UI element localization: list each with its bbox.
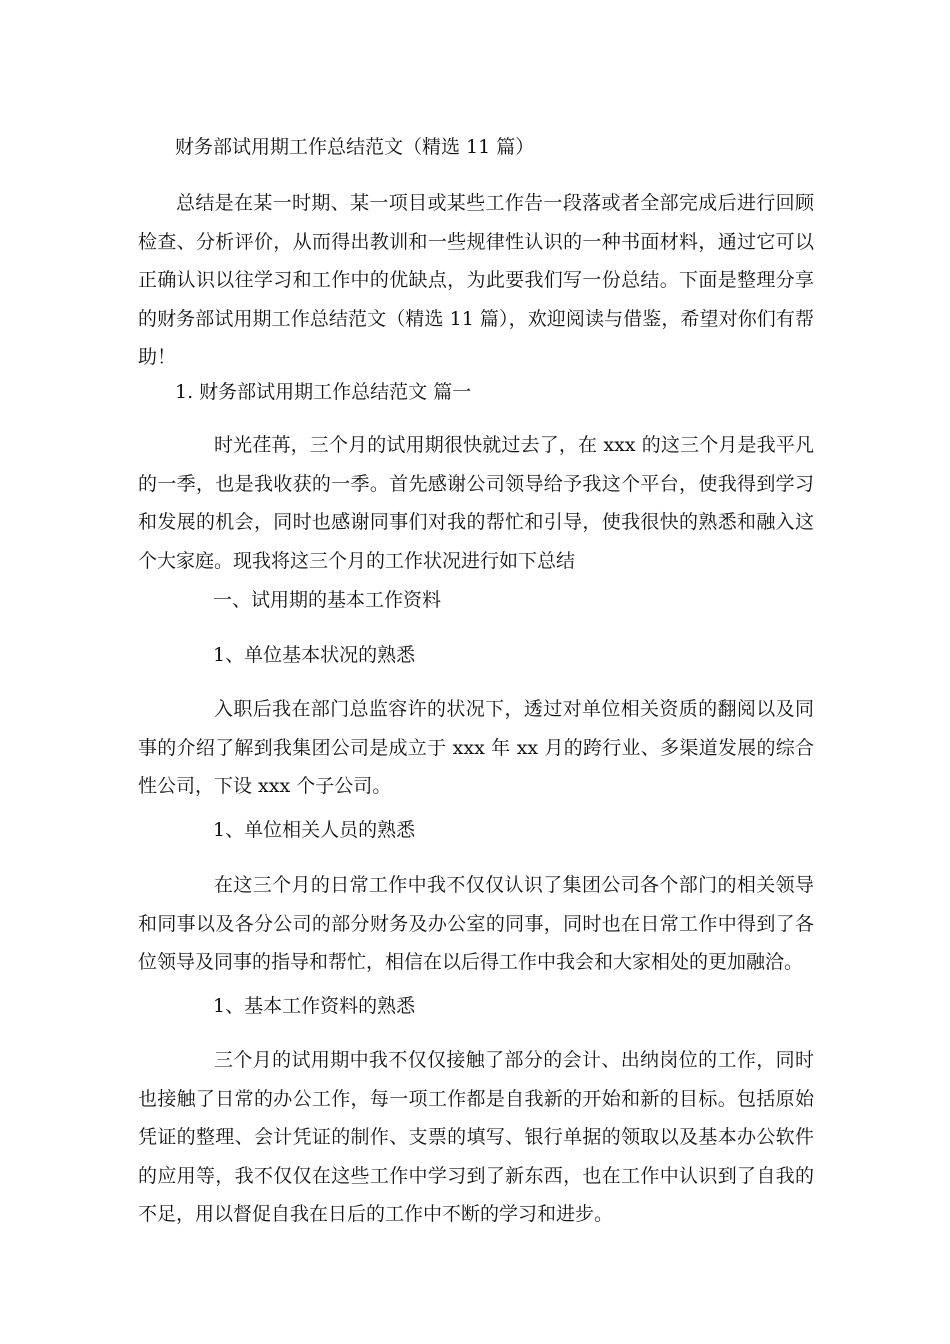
document-title: 财务部试用期工作总结范文（精选 11 篇） — [175, 136, 535, 158]
item-heading: 1、单位基本状况的熟悉 — [213, 644, 416, 666]
item-heading: 1、单位相关人员的熟悉 — [213, 819, 416, 841]
item-heading: 1、基本工作资料的熟悉 — [213, 995, 416, 1017]
item-paragraph: 三个月的试用期中我不仅仅接触了部分的会计、出纳岗位的工作，同时也接触了日常的办公工作，每一项工作都是自我新的开始和新的目标。包括原始凭证的整理、会计凭证的制作、支票的填写、银行单据的领取以及基本办公软件的应用等，我不仅仅在这些工作中学习到了新东西，也在工作中认识到了自我的不足，用以督促自我在日后的工作中不断的学习和进步。 — [138, 1049, 814, 1225]
item-paragraph: 在这三个月的日常工作中我不仅仅认识了集团公司各个部门的相关领导和同事以及各分公司的部分财务及办公室的同事，同时也在日常工作中得到了各位领导及同事的指导和帮忙，相信在以后得工作中我会和大家相处的更加融洽。 — [138, 874, 814, 973]
section-paragraph: 时光荏苒，三个月的试用期很快就过去了，在 xxx 的这三个月是我平凡的一季，也是我收获的一季。首先感谢公司领导给予我这个平台，使我得到学习和发展的机会，同时也感谢同事们对我的帮忙和引导，使我很快的熟悉和融入这个大家庭。现我将这三个月的工作状况进行如下总结 — [138, 434, 814, 572]
intro-paragraph: 总结是在某一时期、某一项目或某些工作告一段落或者全部完成后进行回顾检查、分析评价，从而得出教训和一些规律性认识的一种书面材料，通过它可以正确认识以往学习和工作中的优缺点，为此要我们写一份总结。下面是整理分享的财务部试用期工作总结范文（精选 11 篇），欢迎阅读与借鉴，希望对你们有帮助！ — [138, 192, 814, 368]
item-paragraph: 入职后我在部门总监容许的状况下，透过对单位相关资质的翻阅以及同事的介绍了解到我集团公司是成立于 xxx 年 xx 月的跨行业、多渠道发展的综合性公司，下设 xxx 个子公司。 — [138, 698, 814, 797]
part-heading: 一、试用期的基本工作资料 — [213, 589, 442, 611]
section-heading: 1. 财务部试用期工作总结范文 篇一 — [175, 381, 472, 403]
